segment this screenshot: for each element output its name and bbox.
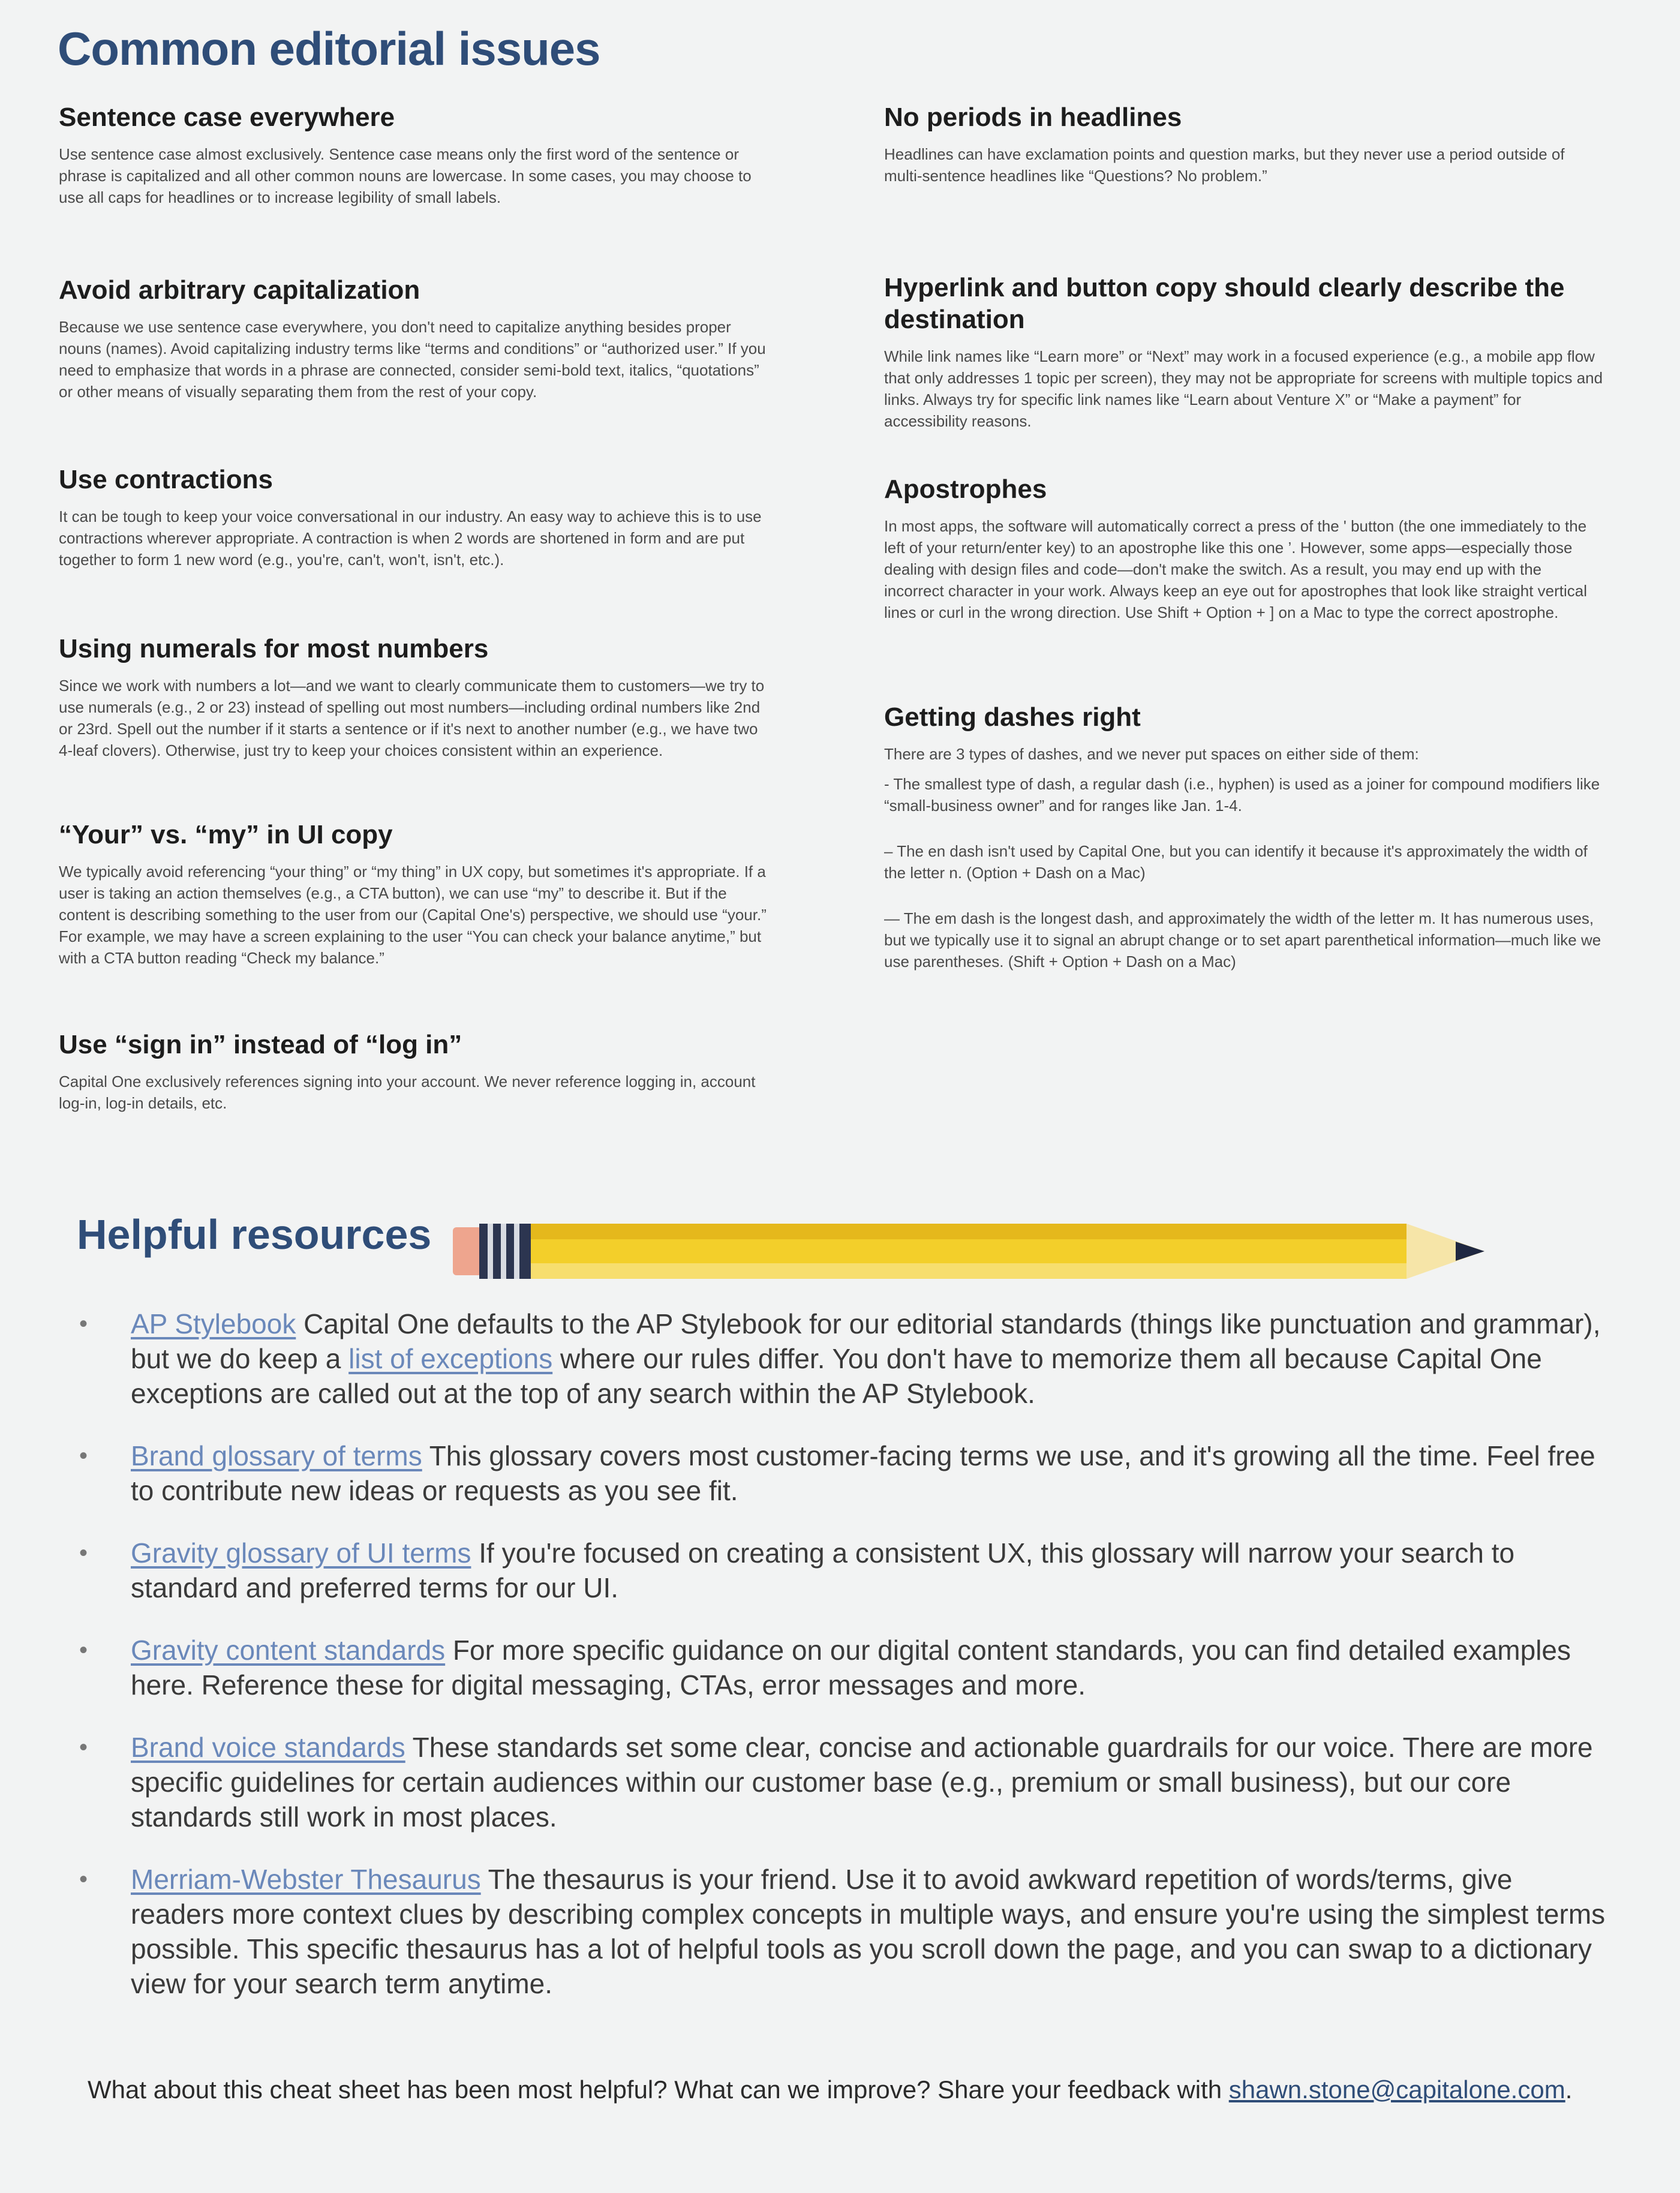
resource-text: The thesaurus is your friend. Use it to avoid awkward repetition of words/terms, give readers more context clues by describing complex concepts in multiple ways, and ensure you're using the simplest terms possible. This specific thesaurus has a lot of helpful tools as you scroll down the page, and you can swap to a dictionary view for your search term anytime. [131,1864,1606,1999]
resource-link-brand-voice[interactable]: Brand voice standards [131,1732,405,1763]
feedback-line [88,2075,1572,2104]
list-item [77,1536,1612,1605]
section-no-periods [884,102,1604,187]
dash-em-text: — The em dash is the longest dash, and approximately the width of the letter m. It has numerous uses, but we typically use it to signal an abrupt change or to set apart parenthetical information—much like we use parentheses. (Shift + Option + Dash on a Mac) [884,909,1601,971]
feedback-text: What about this cheat sheet has been most helpful? What can we improve? Share your feedback with [88,2075,1229,2104]
feedback-email-link[interactable]: shawn.stone@capitalone.com [1228,2075,1565,2104]
section-capitalization [59,275,767,402]
section-sign-in [59,1029,767,1114]
section-body: Since we work with numbers a lot—and we want to clearly communicate them to customers—we try to use numerals (e.g., 2 or 23) instead of spelling out most numbers—including ordinal numbers like 2nd or 23rd. Spell out the number if it starts a sentence or if it's next to another number (e.g., we have two 4-leaf clovers). Otherwise, just try to keep your choices consistent within an experience. [59,676,765,759]
resource-link-brand-glossary[interactable]: Brand glossary of terms [131,1440,422,1471]
section-heading: Use “sign in” instead of “log in” [59,1030,462,1059]
section-your-vs-my [59,819,767,969]
list-item [77,1730,1612,1834]
resource-link-gravity-content[interactable]: Gravity content standards [131,1635,446,1666]
dash-hyphen-text: - The smallest type of dash, a regular dash (i.e., hyphen) is used as a joiner for compound modifiers like “small-business owner” and for ranges like Jan. 1-4. [884,774,1600,815]
resource-text: If you're focused on creating a consistent UX, this glossary will narrow your search to standard and preferred terms for our UI. [131,1537,1515,1603]
resource-link-gravity-glossary[interactable]: Gravity glossary of UI terms [131,1537,471,1569]
section-body: Capital One exclusively references signing into your account. We never reference logging in, account log-in, log-in details, etc. [59,1072,756,1112]
section-body: Headlines can have exclamation points and question marks, but they never use a period outside of multi-sentence headlines like “Questions? No problem.” [884,145,1565,185]
section-body: In most apps, the software will automatically correct a press of the ' button (the one immediately to the left of your return/enter key) to an apostrophe like this one ’. However, some apps—especially those dealing with design files and code—don't make the switch. As a result, you may end up with the incorrect character in your work. Always keep an eye out for apostrophes that look like straight vertical lines or curl in the wrong direction. Use Shift + Option + ] on a Mac to type the correct apostrophe. [884,516,1588,621]
section-heading: Hyperlink and button copy should clearly describe the destination [884,273,1565,334]
link-list-of-exceptions[interactable]: list of exceptions [348,1343,553,1374]
resource-link-ap-stylebook[interactable]: AP Stylebook [131,1308,296,1339]
feedback-end: . [1565,2075,1573,2104]
section-body: Because we use sentence case everywhere, you don't need to capitalize anything besides proper nouns (names). Avoid capitalizing industry terms like “terms and conditions” or “authorized user.” If you need to emphasize that words in a phrase are connected, consider semi-bold text, italics, “quotations” or other means of visually separating them from the rest of your copy. [59,317,766,401]
list-item [77,1438,1612,1508]
resource-text: For more specific guidance on our digital content standards, you can find detailed examples here. Reference these for digital messaging, CTAs, error messages and more. [131,1635,1571,1701]
dash-en-text: – The en dash isn't used by Capital One, but you can identify it because it's approximately the width of the letter n. (Option + Dash on a Mac) [884,842,1588,882]
section-heading: Sentence case everywhere [59,103,395,132]
section-heading: Getting dashes right [884,702,1141,732]
resource-text: Capital One defaults to the AP Stylebook for our editorial standards (things like punctuation and grammar), but we do keep a [131,1308,1601,1374]
bullet-icon: • [79,1734,88,1761]
section-numerals [59,633,767,761]
section-contractions [59,464,767,570]
resource-text: This glossary covers most customer-facing terms we use, and it's growing all the time. Feel free to contribute new ideas or requests as you see fit. [131,1440,1595,1506]
section-body: Use sentence case almost exclusively. Sentence case means only the first word of the sentence or phrase is capitalized and all other common nouns are lowercase. In some cases, you may choose to use all caps for headlines or to increase legibility of small labels. [59,145,752,206]
section-heading: No periods in headlines [884,103,1182,132]
section-body: We typically avoid referencing “your thing” or “my thing” in UX copy, but sometimes it's appropriate. If a user is taking an action themselves (e.g., a CTA button), we can use “my” to describe it. But if the content is describing something to the user from our (Capital One's) perspective, we should use “your.” For example, we may have a screen explaining to the user “You can check your balance anytime,” but with a CTA button reading “Check my balance.” [59,862,767,967]
bullet-icon: • [79,1443,88,1469]
resource-link-thesaurus[interactable]: Merriam-Webster Thesaurus [131,1864,481,1895]
section-apostrophes [884,474,1604,623]
bullet-icon: • [79,1866,88,1892]
resource-text: where our rules differ. You don't have to memorize them all because Capital One exceptions are called out at the top of any search within the AP Stylebook. [131,1343,1542,1409]
resource-text: These standards set some clear, concise and actionable guardrails for our voice. There are more specific guidelines for certain audiences within our customer base (e.g., premium or small business), but our core standards still work in most places. [131,1732,1593,1832]
pencil-icon [453,1204,1580,1288]
page-title: Common editorial issues [58,22,600,75]
section-body: While link names like “Learn more” or “Next” may work in a focused experience (e.g., a mobile app flow that only addresses 1 topic per screen), they may not be appropriate for screens with multiple topics and links. Always try for specific link names like “Learn about Venture X” or “Make a payment” for accessibility reasons. [884,347,1603,430]
resources-title: Helpful resources [77,1211,432,1258]
section-hyperlink-copy [884,272,1604,432]
bullet-icon: • [79,1311,88,1337]
section-dashes [884,702,1604,972]
section-heading: “Your” vs. “my” in UI copy [59,820,393,849]
section-heading: Avoid arbitrary capitalization [59,275,420,305]
bullet-icon: • [79,1637,88,1663]
section-heading: Use contractions [59,465,273,494]
list-item [77,1306,1612,1411]
section-sentence-case [59,102,767,208]
list-item [77,1862,1612,2001]
section-body: It can be tough to keep your voice conversational in our industry. An easy way to achieve this is to use contractions wherever appropriate. A contraction is when 2 words are shortened in form and are put together to form 1 new word (e.g., you're, can't, won't, isn't, etc.). [59,507,762,569]
section-heading: Using numerals for most numbers [59,634,489,663]
bullet-icon: • [79,1540,88,1566]
list-item [77,1633,1612,1702]
resource-list [77,1306,1612,2029]
section-body: There are 3 types of dashes, and we never put spaces on either side of them: [884,744,1419,763]
section-heading: Apostrophes [884,474,1047,504]
